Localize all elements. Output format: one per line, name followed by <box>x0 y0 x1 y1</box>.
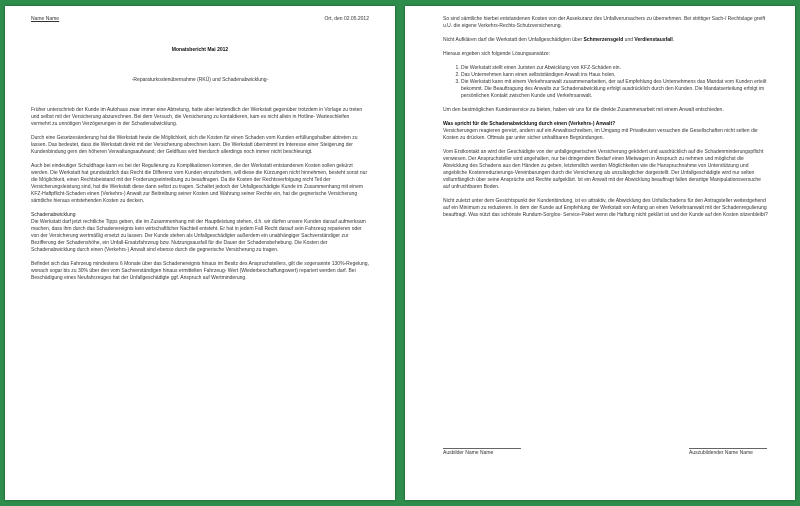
page-right <box>405 6 795 500</box>
paragraph: Durch eine Gesetzesänderung hat die Werkstatt heute die Möglichkeit, sich die Kosten für einen Schaden vom Kunden erfüllungshalber abtreten zu lassen. Das bedeutet, dass die Werkstatt direkt mit der Versicherung abrechnen kann. Die Werkstatt übernimmt im Interesse einer Steigerung der Kundenbindung gern den höheren Verwaltungsaufwand; der Geldfluss wird hierdurch allerdings noch immer nicht beschleunigt. <box>31 135 358 155</box>
paragraph: Früher unterschrieb der Kunde im Autohaus zwar immer eine Abtretung, hatte aber letztendlich der Werkstatt gegenüber trotzdem in Vorlage zu treten und selbst mit der Versicherung abzurechnen. Bei dem Versuch, die Versicherung zu kontaktieren, kam es nicht allein in Hotline- Warteschleifen vermehrt zu unnötigen Verzögerungen in der Schadenabwicklung. <box>31 107 363 127</box>
page-right-content <box>443 16 769 226</box>
signature-instructor: Ausbilder Name Name <box>443 448 521 456</box>
paragraph: Vom Erstkontakt an wird der Geschädigte von der unfallgegnerischen Versicherung geködert und ausdrücklich auf die Schadenminderungspflicht verwiesen. Der Anspruchsteller wird angehalten, nur bei dringendem Bedarf einen Mietwagen in Anspruch zu nehmen und möglichst die Abwicklung des Schadens aus den Händen zu geben, letztendlich werden Möglichkeiten wie die Hanspruchnahme von Unterstützung und angebliche Kostenreduzierungs-Vereinbarungen durch die Versicherung als unzulänglicher dargestellt. Der Unfallgeschädigte wird nur selten vollumfänglich über seine Ansprüche und Rechte aufgeklärt. Ist ein Anwalt mit der Abwicklung beauftragt fallen derartige Manipulationsversuche auf unfruchtbaren Boden. <box>443 149 764 190</box>
solution-list <box>443 65 769 100</box>
report-subtitle: -Reparaturkostenübernahme (RKÜ) und Schadenabwicklung- <box>131 77 269 83</box>
text-bold: Verdienstausfall <box>634 37 673 43</box>
date-label: Ort, den 02.05.2012 <box>324 16 369 22</box>
paragraph: Nicht zuletzt unter dem Gesichtspunkt der Kundenbindung, ist es attraktiv, die Abwicklung des Unfallschadens für den Antragsteller weitestgehend auf ein Minimum zu reduzieren. In dem der Kunde auf Empfehlung der Werkstatt von Anfang an einen Verkehrsanwalt mit der Schadenregulierung beauftragt. Was nützt das schönste Rundum-Sorglos- Service-Paket wenn die Haftung nicht geklärt ist und der Kunde auf den Kosten sitzenbleibt? <box>443 198 768 218</box>
page-left-content <box>31 16 369 289</box>
paragraph: So sind sämtliche hierbei entstandenen Kosten von der Assekuranz des Unfallverursachers zu übernehmen. Bei strittiger Sach-/ Rechtslage greift u.U. die eigene Verkehrs-Rechts-Schutzversicherung. <box>443 16 766 29</box>
paragraph: Auch bei eindeutiger Schuldfrage kann es bei der Regulierung zu Komplikationen kommen, die der Werkstatt entstandenen Kosten sollen gekürzt werden. Die Werkstatt hat grundsätzlich das Recht die Differenz vom Kunden einzufordern, will diese die Kürzungen nicht hinnehmen, besteht sonst nur die Möglichkeit, einen Rechtsbeistand mit der Forderungseintreibung zu beauftragen. Da die Kosten der Rechtsverfolgung nicht Teil der Versicherungsleistung sind, hat die Werkstatt diese dann selbst zu tragen. Schaltet jedoch der Unfallgeschädigte Kunde im Zusammenhang mit einem KFZ-Haftpflicht-Schaden einen (Verkehrs-) Anwalt zur Beitreibung seiner Kosten und Wahrung seiner Rechte ein, hat die gegnerische Versicherung sämtliche hieraus entstehenden Kosten zu decken. <box>31 163 368 204</box>
page-left <box>5 6 395 500</box>
text: . <box>672 37 675 43</box>
paragraph: Die Werkstatt darf jetzt rechtliche Tipps geben, die im Zusammenhang mit der Hauptleistung stehen, d.h. wir dürfen unsere Kunden darauf aufmerksam machen, dass ihm durch das Schadenereignis kein wirtschaftlicher Nachteil entsteht. Er hat in jedem Fall Recht darauf sein Fahrzeug reparieren oder von der Versicherung wertmäßig ersetzt zu lassen. Der Kunde stehen als Unfallgeschädigter außerdem ein unabhängiger Sachverständiger zur Bezifferung der Schadenshöhe, ein Unfall-Ersatzfahrzeug bzw. Nutzungsausfall für die Dauer der Schadensbehebung. Die Kosten der Schadenabwicklung durch einen (Verkehrs-) Anwalt sind ebenso durch die gegnerische Versicherung zu tragen. <box>31 219 366 253</box>
text: Nicht Aufklären darf die Werkstatt den Unfallgeschädigten über <box>443 37 584 43</box>
section-heading: Schadenabwicklung <box>31 212 76 218</box>
header-row <box>31 16 369 23</box>
paragraph: Hieraus ergeben sich folgende Lösungsansätze: <box>443 51 551 57</box>
text-bold: Schmerzensgeld <box>583 37 624 43</box>
signature-trainee: Auszubildender Name Name <box>689 448 767 456</box>
list-item: 2. Das Unternehmen kann einen selbstständigen Anwalt ins Haus holen. <box>461 72 769 79</box>
paragraph: Befindet sich das Fahrzeug mindestens 6 Monate über das Schadenereignis hinaus im Besitz des Anspruchstellers, gilt die sogenannte 130%-Regelung, wonach sogar bis zu 30% über den vom Sachverständigen hinaus ermittelten Fahrzeug- Wert (Wiederbeschaffungswert) repariert werden darf. Bei Beschädigung eines Neufahrzeuges hat der Unfallgeschädigte ggf. Anspruch auf Wertminderung. <box>31 261 369 281</box>
signature-row <box>443 448 767 456</box>
report-title: Monatsbericht Mai 2012 <box>171 47 229 53</box>
list-item: 1. Die Werkstatt stellt einen Juristen zur Abwicklung von KFZ-Schäden ein. <box>461 65 769 72</box>
paragraph <box>443 37 769 44</box>
paragraph: Um den bestmöglichen Kundenservice zu bieten, haben wir uns für die direkte Zusammenarbeit mit einem Anwalt entschieden. <box>443 107 724 113</box>
name-label: Name Name <box>31 16 60 22</box>
text: und <box>623 37 635 43</box>
section-question: Was spricht für die Schadenabwicklung durch einen (Verkehrs-) Anwalt? <box>443 121 616 127</box>
list-item: 3. Die Werkstatt kann mit einem Verkehrsanwalt zusammenarbeiten, der auf Empfehlung des Unternehmens das Mandat vom Kunden erteilt bekommt. Die Beauftragung des Anwalts zur Schadenabwicklung erfolgt ausdrücklich durch den Kunden. Die Mandatserteilung erfolgt im persönlichen Kontakt zwischen Kunde und Verkehrsanwalt. <box>461 79 769 100</box>
paragraph: Versicherungen reagieren gereizt, andern auf ein Anwaltsschreiben, im Umgang mit Privatleuten versuchen die Gesellschaften nicht selten die Kosten zu drücken. Oftmals gar unter sicher unhaltbaren Begründungen. <box>443 128 758 141</box>
